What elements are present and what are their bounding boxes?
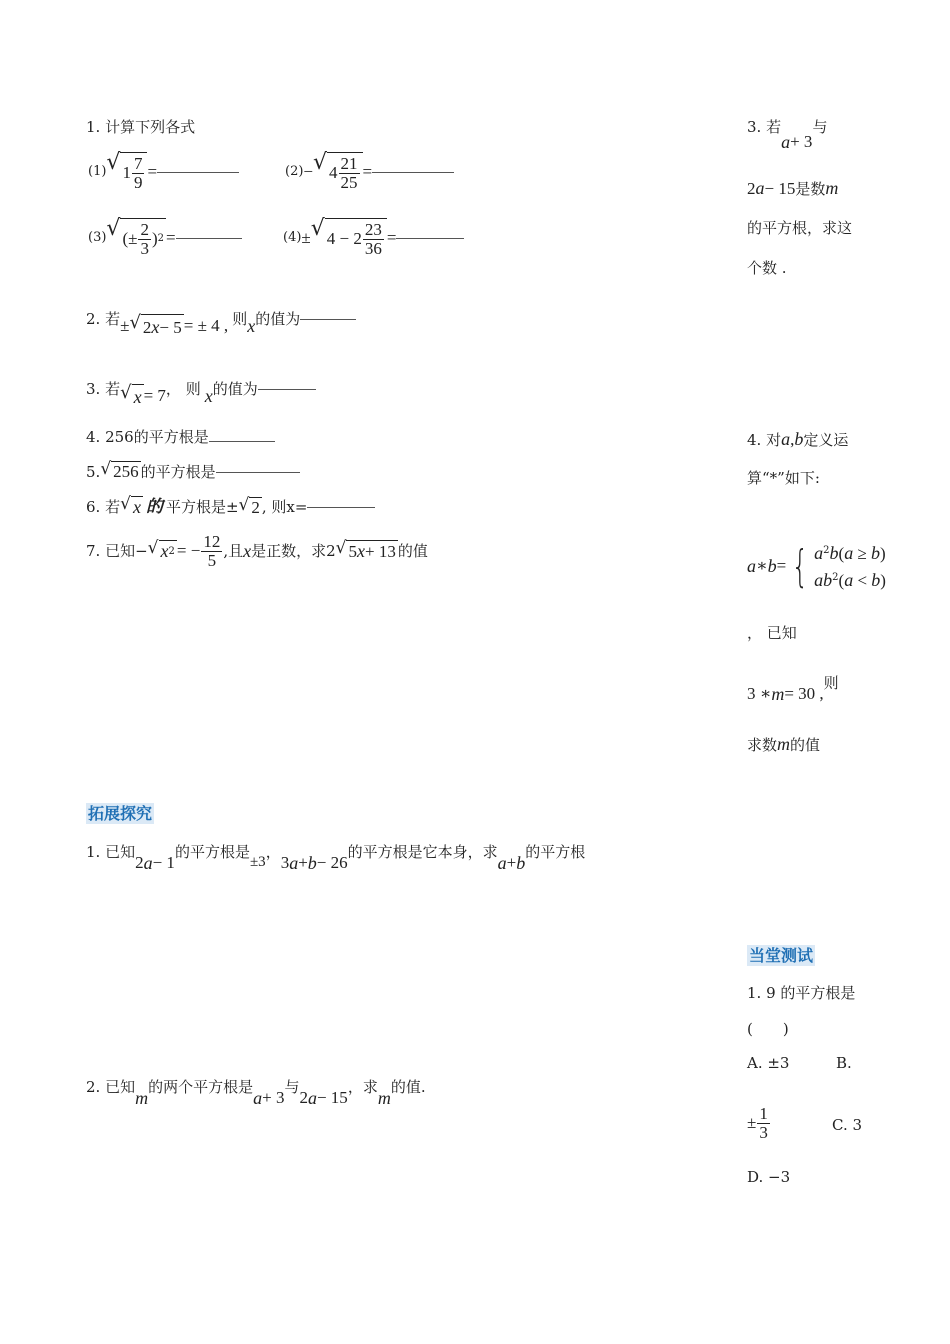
- extension-heading: 拓展探究: [88, 804, 153, 823]
- option-c: C. 3: [832, 1116, 863, 1134]
- right-q3-line4: 个数 .: [747, 259, 787, 277]
- q3: 3. 若 √ x = 7 ， 则 x 的值为: [86, 370, 316, 409]
- q1-part3: (3) √ (± $\frac{2}{3}$ ) 2 =: [88, 218, 242, 258]
- q1-part1: (1) √ 1 $\frac{7}{9}$ =: [88, 152, 239, 192]
- q7: 7. 已知− √ x 2 = − $\frac{12}{5}$ ,且 x 是正数，求2 √ 5 x + 13 的值: [86, 532, 428, 570]
- q4: 4. 256的平方根是: [86, 428, 275, 446]
- q1-part4: (4) ± √ 4 − 2 $\frac{23}{36}$ =: [283, 218, 464, 258]
- option-b-value: ± $\frac{1}{3}$: [747, 1104, 768, 1142]
- q5: 5. √ 256 的平方根是: [86, 461, 300, 482]
- q2: 2. 若 ± √ 2 x − 5 = ± 4 , 则 x 的值为: [86, 300, 356, 339]
- right-q3-line1: 3. 若 a + 3 与: [747, 118, 828, 152]
- option-a: A. ±3: [747, 1054, 790, 1072]
- option-d: D. −3: [747, 1168, 791, 1186]
- q1-part2: (2) − √ 4 $\frac{21}{25}$ =: [285, 152, 454, 192]
- right-q3-line2: 2 a − 15 是数 m: [747, 178, 839, 198]
- right-q4-ask: 求数 m 的值: [747, 734, 821, 754]
- test-q1: 1. 9 的平方根是: [747, 984, 856, 1002]
- option-b-label: B.: [836, 1054, 852, 1072]
- q1-title: 1. 计算下列各式: [86, 118, 196, 136]
- right-q3-line3: 的平方根，求这: [747, 219, 853, 237]
- extension-q1: 1. 已知 2 a − 1 的平方根是 ±3 ， 3 a + b − 26 的平方根是它本身，求 a + b 的平方根: [86, 843, 586, 873]
- test-paren: ( ): [747, 1020, 789, 1038]
- q6: 6. 若 √ x 的 平方根是± √ 2 , 则x=: [86, 496, 375, 519]
- right-q4-line1: 4. 对 a , b 定义运: [747, 429, 849, 449]
- test-heading: 当堂测试: [749, 946, 814, 965]
- right-q4-condition: 3 ∗ m = 30 , 则: [747, 674, 839, 704]
- extension-q2: 2. 已知 m 的两个平方根是 a + 3 与 2 a − 15 ，求 m 的值.: [86, 1078, 426, 1108]
- right-q4-known: ， 已知: [747, 624, 797, 642]
- piecewise-definition: a ∗ b = { $a^2b(a \ge b)$ $ab^2(a < b)$: [747, 540, 886, 592]
- right-q4-line2: 算“*”如下:: [747, 469, 820, 487]
